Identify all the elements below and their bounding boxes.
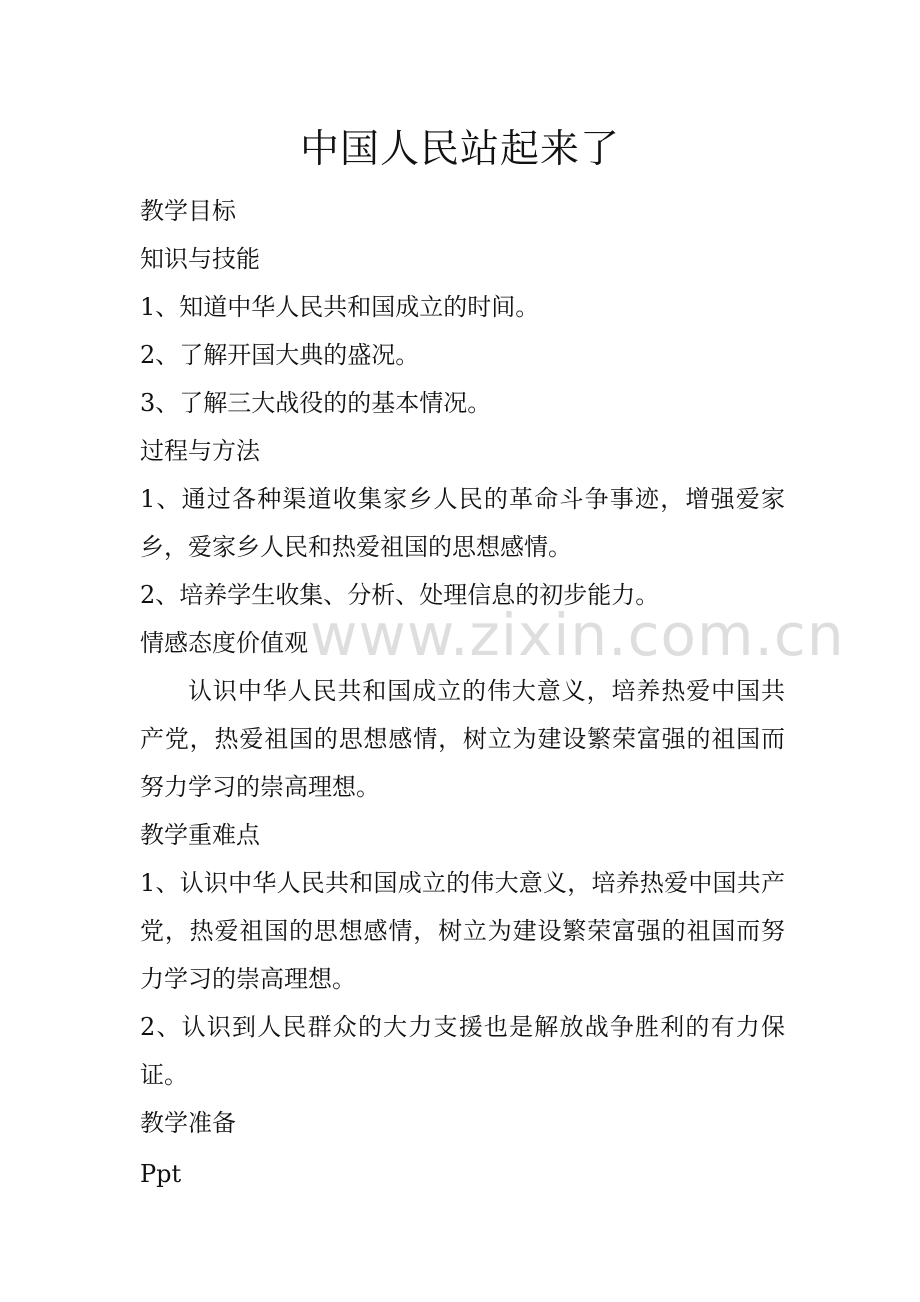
knowledge-item-2: 2、了解开国大典的盛况。 <box>140 341 420 369</box>
objectives-heading: 教学目标 <box>140 197 236 225</box>
difficulty-item-2: 2、认识到人民群众的大力支援也是解放战争胜利的有力保证。 <box>140 1013 785 1089</box>
preparation-text: Ppt <box>140 1160 182 1188</box>
process-heading: 过程与方法 <box>140 437 260 465</box>
knowledge-item-3: 3、了解三大战役的的基本情况。 <box>140 389 492 417</box>
difficulty-item-1: 1、认识中华人民共和国成立的伟大意义，培养热爱中国共产党，热爱祖国的思想感情，树立为建设繁荣富强的祖国而努力学习的崇高理想。 <box>140 869 785 993</box>
values-paragraph: 认识中华人民共和国成立的伟大意义，培养热爱中国共产党，热爱祖国的思想感情，树立为建设繁荣富强的祖国而努力学习的崇高理想。 <box>140 677 785 801</box>
process-item-1: 1、通过各种渠道收集家乡人民的革命斗争事迹，增强爱家乡，爱家乡人民和热爱祖国的思想感情。 <box>140 485 785 561</box>
preparation-heading: 教学准备 <box>140 1109 236 1137</box>
process-item-2: 2、培养学生收集、分析、处理信息的初步能力。 <box>140 581 660 609</box>
knowledge-heading: 知识与技能 <box>140 245 260 273</box>
page-title: 中国人民站起来了 <box>299 127 620 172</box>
knowledge-item-1: 1、知道中华人民共和国成立的时间。 <box>140 293 540 321</box>
watermark-text: www.zixin.com.cn <box>310 601 845 669</box>
values-heading: 情感态度价值观 <box>140 629 308 657</box>
difficulty-heading: 教学重难点 <box>140 821 260 849</box>
